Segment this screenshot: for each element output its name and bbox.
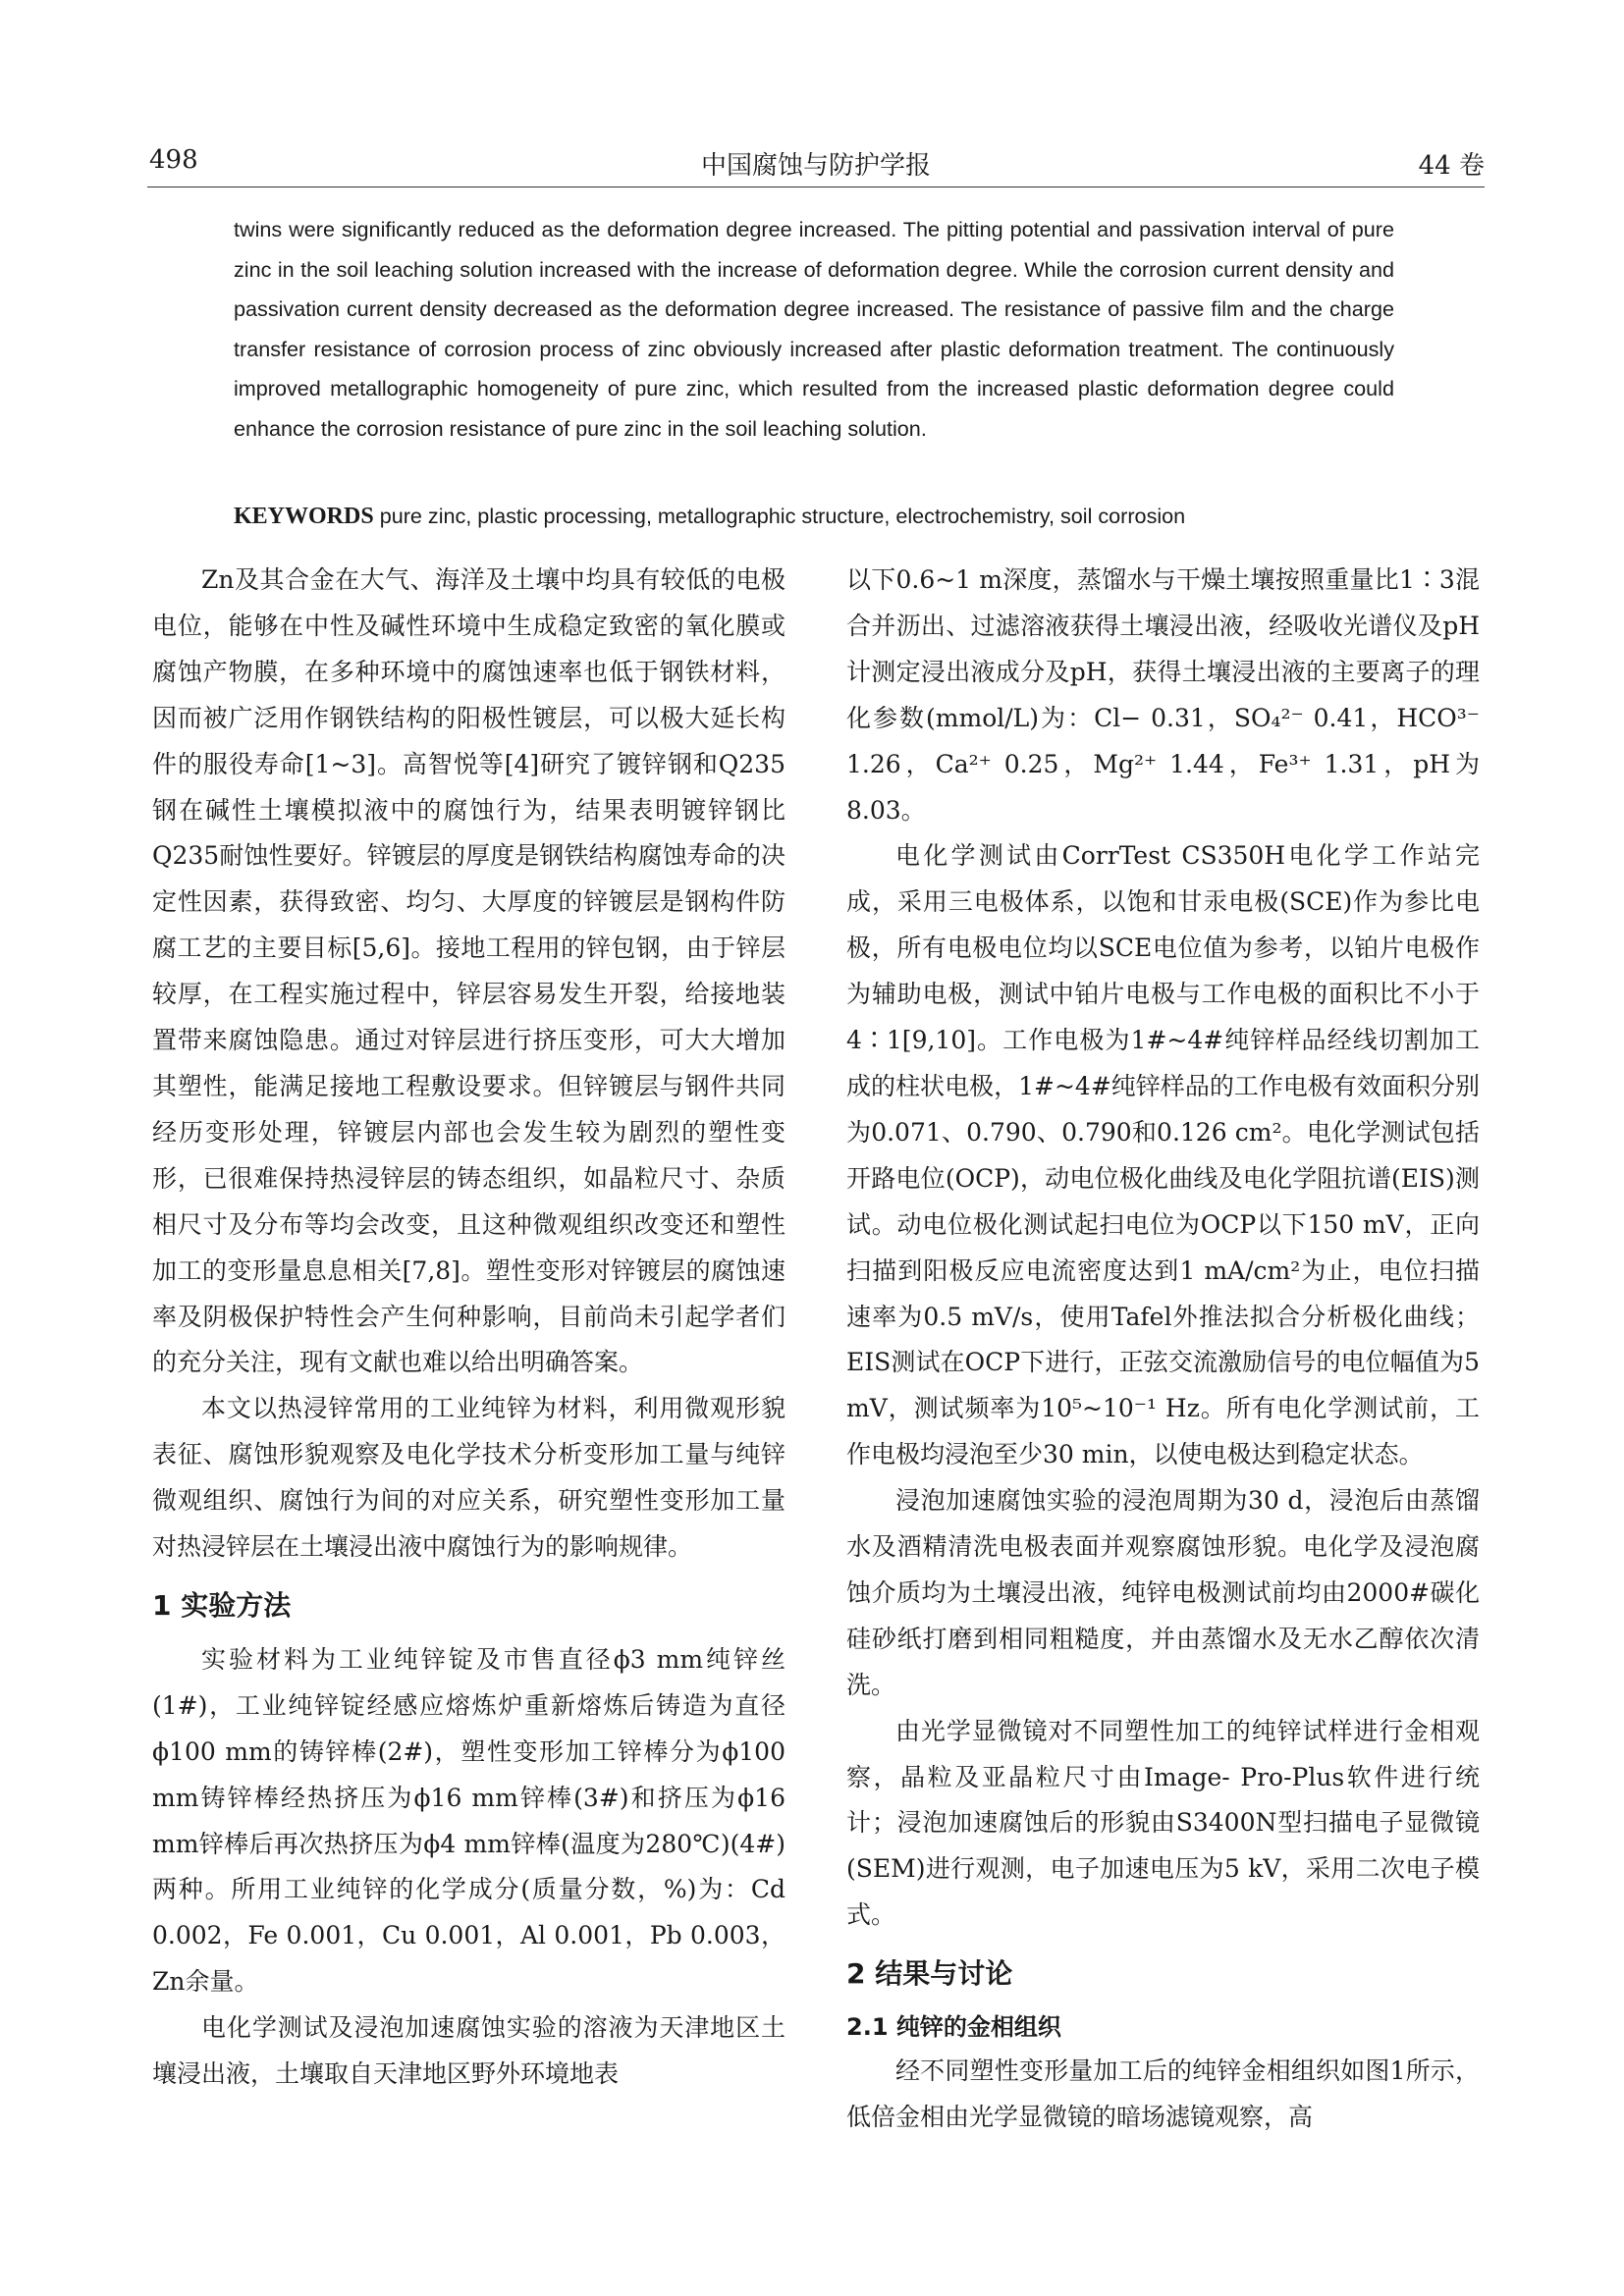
abstract-text: twins were significantly reduced as the deformation degree increased. The pitting potential and passivation interval of pure zinc in the soil leaching solution increased with the increase of deformation degree. While the corrosion current density and passivation current density decreased as the deformation degree increased. The resistance of passive film and the charge transfer resistance of corrosion process of zinc obviously increased after plastic deformation treatment. The continuously improved metallographic homogeneity of pure zinc, which resulted from the increased plastic deformation degree could enhance the corrosion resistance of pure zinc in the soil leaching solution. [234, 217, 1394, 441]
paragraph: 实验材料为工业纯锌锭及市售直径ϕ3 mm纯锌丝(1#)，工业纯锌锭经感应熔炼炉重新熔炼后铸造为直径ϕ100 mm的铸锌棒(2#)，塑性变形加工锌棒分为ϕ100 mm铸锌棒经热挤压为ϕ16 mm锌棒(3#)和挤压为ϕ16 mm锌棒后再次热挤压为ϕ4 mm锌棒(温度为280℃)(4#)两种。所用工业纯锌的化学成分(质量分数，%)为：Cd 0.002，Fe 0.001，Cu 0.001，Al 0.001，Pb 0.003，Zn余量。 [152, 1644, 785, 1997]
subsection-heading-2-1: 2.1 纯锌的金相组织 [846, 2013, 1061, 2042]
paragraph: 浸泡加速腐蚀实验的浸泡周期为30 d，浸泡后由蒸馏水及酒精清洗电极表面并观察腐蚀形貌。电化学及浸泡腐蚀介质均为土壤浸出液，纯锌电极测试前均由2000#碳化硅砂纸打磨到相同粗糙度，并由蒸馏水及无水乙醇依次清洗。 [846, 1486, 1480, 1699]
paragraph: 经不同塑性变形量加工后的纯锌金相组织如图1所示，低倍金相由光学显微镜的暗场滤镜观察，高 [846, 2056, 1480, 2132]
keywords-label: KEYWORDS [234, 504, 374, 529]
section-heading-1: 1 实验方法 [152, 1588, 292, 1622]
left-column [152, 558, 785, 2098]
page-header [147, 137, 1485, 185]
volume-label: 44 卷 [1418, 151, 1485, 181]
abstract-block [234, 210, 1394, 449]
page-number: 498 [149, 145, 198, 175]
journal-title: 中国腐蚀与防护学报 [700, 151, 931, 181]
keywords-line [234, 497, 1412, 536]
paragraph: 电化学测试由CorrTest CS350H电化学工作站完成，采用三电极体系，以饱和甘汞电极(SCE)作为参比电极，所有电极电位均以SCE电位值为参考，以铂片电极作为辅助电极，测试中铂片电极与工作电极的面积比不小于4∶1[9,10]。工作电极为1#~4#纯锌样品经线切割加工成的柱状电极，1#~4#纯锌样品的工作电极有效面积分别为0.071、0.790、0.790和0.126 cm²。电化学测试包括开路电位(OCP)，动电位极化曲线及电化学阻抗谱(EIS)测试。动电位极化测试起扫电位为OCP以下150 mV，正向扫描到阳极反应电流密度达到1 mA/cm²为止，电位扫描速率为0.5 mV/s，使用Tafel外推法拟合分析极化曲线；EIS测试在OCP下进行，正弦交流激励信号的电位幅值为5 mV，测试频率为10⁵~10⁻¹ Hz。所有电化学测试前，工作电极均浸泡至少30 min，以使电极达到稳定状态。 [846, 841, 1480, 1469]
paragraph: 电化学测试及浸泡加速腐蚀实验的溶液为天津地区土壤浸出液，土壤取自天津地区野外环境地表 [152, 2013, 785, 2089]
right-column [846, 558, 1480, 2141]
paragraph: Zn及其合金在大气、海洋及土壤中均具有较低的电极电位，能够在中性及碱性环境中生成稳定致密的氧化膜或腐蚀产物膜，在多种环境中的腐蚀速率也低于钢铁材料，因而被广泛用作钢铁结构的阳极性镀层，可以极大延长构件的服役寿命[1~3]。高智悦等[4]研究了镀锌钢和Q235钢在碱性土壤模拟液中的腐蚀行为，结果表明镀锌钢比Q235耐蚀性要好。锌镀层的厚度是钢铁结构腐蚀寿命的决定性因素，获得致密、均匀、大厚度的锌镀层是钢构件防腐工艺的主要目标[5,6]。接地工程用的锌包钢，由于锌层较厚，在工程实施过程中，锌层容易发生开裂，给接地装置带来腐蚀隐患。通过对锌层进行挤压变形，可大大增加其塑性，能满足接地工程敷设要求。但锌镀层与钢件共同经历变形处理，锌镀层内部也会发生较为剧烈的塑性变形，已很难保持热浸锌层的铸态组织，如晶粒尺寸、杂质相尺寸及分布等均会改变，且这种微观组织改变还和塑性加工的变形量息息相关[7,8]。塑性变形对锌镀层的腐蚀速率及阴极保护特性会产生何种影响，目前尚未引起学者们的充分关注，现有文献也难以给出明确答案。 [152, 565, 785, 1377]
section-heading-2: 2 结果与讨论 [846, 1957, 1013, 1991]
paragraph: 本文以热浸锌常用的工业纯锌为材料，利用微观形貌表征、腐蚀形貌观察及电化学技术分析变形加工量与纯锌微观组织、腐蚀行为间的对应关系，研究塑性变形加工量对热浸锌层在土壤浸出液中腐蚀行为的影响规律。 [152, 1394, 785, 1562]
keywords-text: pure zinc, plastic processing, metallographic structure, electrochemistry, soil corrosion [379, 504, 1186, 528]
paragraph: 由光学显微镜对不同塑性加工的纯锌试样进行金相观察，晶粒及亚晶粒尺寸由Image- Pro-Plus软件进行统计；浸泡加速腐蚀后的形貌由S3400N型扫描电子显微镜(SEM)进行观测，电子加速电压为5 kV，采用二次电子模式。 [846, 1716, 1480, 1930]
paragraph: 以下0.6~1 m深度，蒸馏水与干燥土壤按照重量比1∶3混合并沥出、过滤溶液获得土壤浸出液，经吸收光谱仪及pH计测定浸出液成分及pH，获得土壤浸出液的主要离子的理化参数(mmol/L)为：Cl− 0.31，SO₄²⁻ 0.41，HCO³⁻ 1.26，Ca²⁺ 0.25，Mg²⁺ 1.44，Fe³⁺ 1.31，pH为8.03。 [846, 565, 1480, 825]
